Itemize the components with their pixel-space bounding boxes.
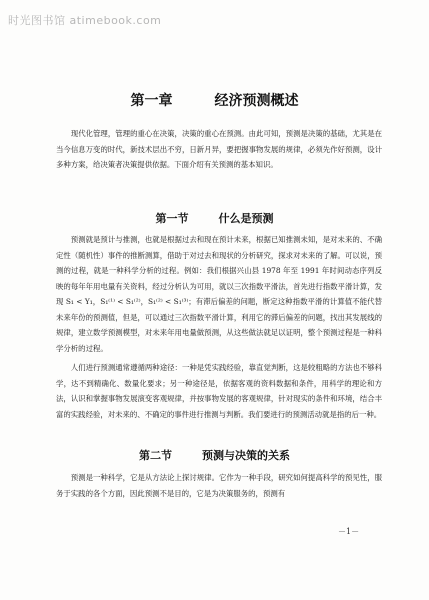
- chapter-intro-paragraph: 现代化管理，管理的重心在决策，决策的重心在预测。由此可知，预测是决策的基础，尤其是在当今信息万变的时代，新技术层出不穷，日新月异，要把握事物发展的规律，必须先作好预测，设计多种方案，给决策者决策提供依据。下面介绍有关预测的基本知识。: [56, 129, 382, 169]
- section-heading-2: [0, 447, 429, 463]
- site-watermark: 时光图书馆 atimebook.com: [8, 14, 162, 27]
- section-number: 第一节: [155, 212, 189, 225]
- section-title: 什么是预测: [218, 212, 274, 225]
- section-title: 预测与决策的关系: [202, 449, 290, 462]
- section-number: 第二节: [139, 449, 172, 462]
- section-paragraph: 预测是一种科学，它是从方法论上探讨规律。它作为一种手段，研究如何提高科学的预见性，服务于实践的各个方面，因此预测不是目的，它是为决策服务的，预测有: [56, 473, 382, 498]
- chapter-number: 第一章: [130, 93, 173, 109]
- section-heading-1: [0, 210, 429, 226]
- section-paragraph: 预测就是预计与推测，也就是根据过去和现在预计未来，根据已知推测未知，是对未来的、不确定性（随机性）事件的推断测算，借助于对过去和现状的分析研究，探求对未来的了解。可以说，预测的过程，就是一种科学分析的过程。例如：我们根据兴山县 1978 年至 1991 年时间动态序列反映的每年年用电量有关资料，经过分析认为可用，就以三次指数平滑法，首先进行指数平滑计算，发现 S₁ < Y₁，S₁⁽¹⁾ < S₁⁽²⁾，S₁⁽²⁾ < S₁⁽³⁾；有滞后偏差的问题，断定这种指数平滑的计算值不能代替未来年份的预测值，但是，可以通过三次指数平滑计算，利用它的滞后偏差的问题，找出其发展线的规律，建立数学预测模型，对未来年用电量做预测，从这些做法就足以证明，整个预测过程是一种科学分析的过程。: [56, 235, 382, 353]
- chapter-heading: [0, 90, 429, 110]
- page-number: －1－: [338, 527, 360, 536]
- section-paragraph: 人们进行预测通常遵循两种途径：一种是凭实践经验，靠直觉判断，这是较粗略的方法也不够科学，达不到精确化、数量化要求；另一种途径是，依据客观的资料数据和条件，用科学的理论和方法，认识和掌握事物发展演变客观规律，并按事物发展的客观规律，针对现实的条件和环境，结合丰富的实践经验，对未来的、不确定的事件进行推测与判断。我们要进行的预测活动就是指的后一种。: [56, 363, 382, 419]
- chapter-title: 经济预测概述: [214, 93, 299, 109]
